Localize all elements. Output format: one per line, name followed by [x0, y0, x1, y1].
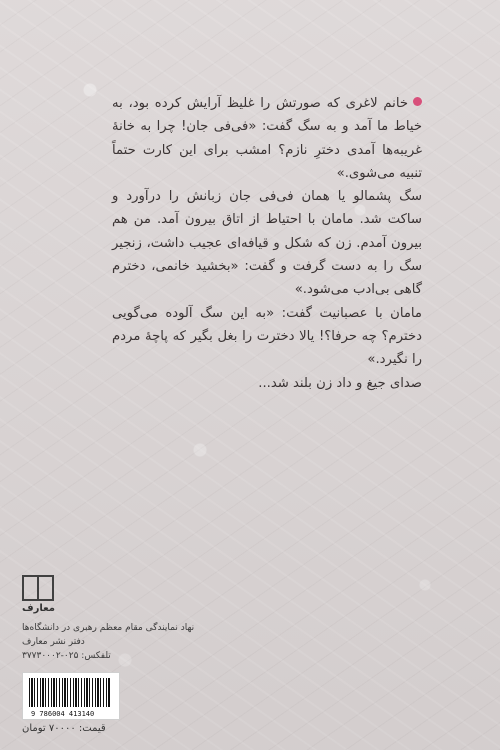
publisher-info	[22, 621, 252, 663]
blurb-paragraph-3: مامان با عصبانیت گفت: «به این سگ آلوده می‌گویی دخترم؟ چه حرفا؟! یالا دخترت را بغل بگیر که پاچهٔ مردم را نگیرد.»	[112, 305, 422, 368]
logo-page-right	[39, 577, 52, 599]
bullet-dot-icon	[413, 97, 422, 106]
publisher-block	[22, 575, 252, 745]
logo-page-left	[24, 577, 39, 599]
price-label: قیمت: ۷۰۰۰۰ تومان	[22, 723, 106, 734]
publisher-line-1: نهاد نمایندگی مقام معظم رهبری در دانشگاه‌ها	[22, 623, 195, 633]
publisher-logo-text: معارف	[22, 603, 55, 614]
isbn-barcode	[22, 672, 120, 720]
publisher-logo-icon	[22, 575, 54, 601]
publisher-line-2: دفتر نشر معارف	[22, 637, 85, 647]
barcode-bars	[29, 678, 111, 707]
blurb-text-1: خانم لاغری که صورتش را غلیظ آرایش کرده بود، به خیاط ما آمد و به سگ گفت: «فی‌فی جان! چرا به خانهٔ غریبه‌ها آمدی دخترِ نازم؟ امشب برای این کارت حتماً تنبیه می‌شوی.»	[112, 96, 422, 181]
blurb-paragraph-1	[112, 92, 422, 185]
publisher-phone: تلفکس: ۰۲۵-۳۷۷۳۰۰۰۲	[22, 651, 111, 661]
book-blurb	[112, 92, 422, 395]
blurb-paragraph-2: سگ پشمالو یا همان فی‌فی جان زبانش را درآورد و ساکت شد. مامان با احتیاط از اتاق بیرون آمد. من هم بیرون آمدم. زن که شکل و قیافه‌ای عجیب داشت، زنجیر سگ را به دست گرفت و گفت: «بخشید خانمی، دخترم گاهی بی‌ادب می‌شود.»	[112, 189, 422, 298]
blurb-paragraph-4: صدای جیغ و داد زن بلند شد...	[258, 375, 422, 391]
barcode-number: 9 786004 413140	[31, 710, 95, 718]
